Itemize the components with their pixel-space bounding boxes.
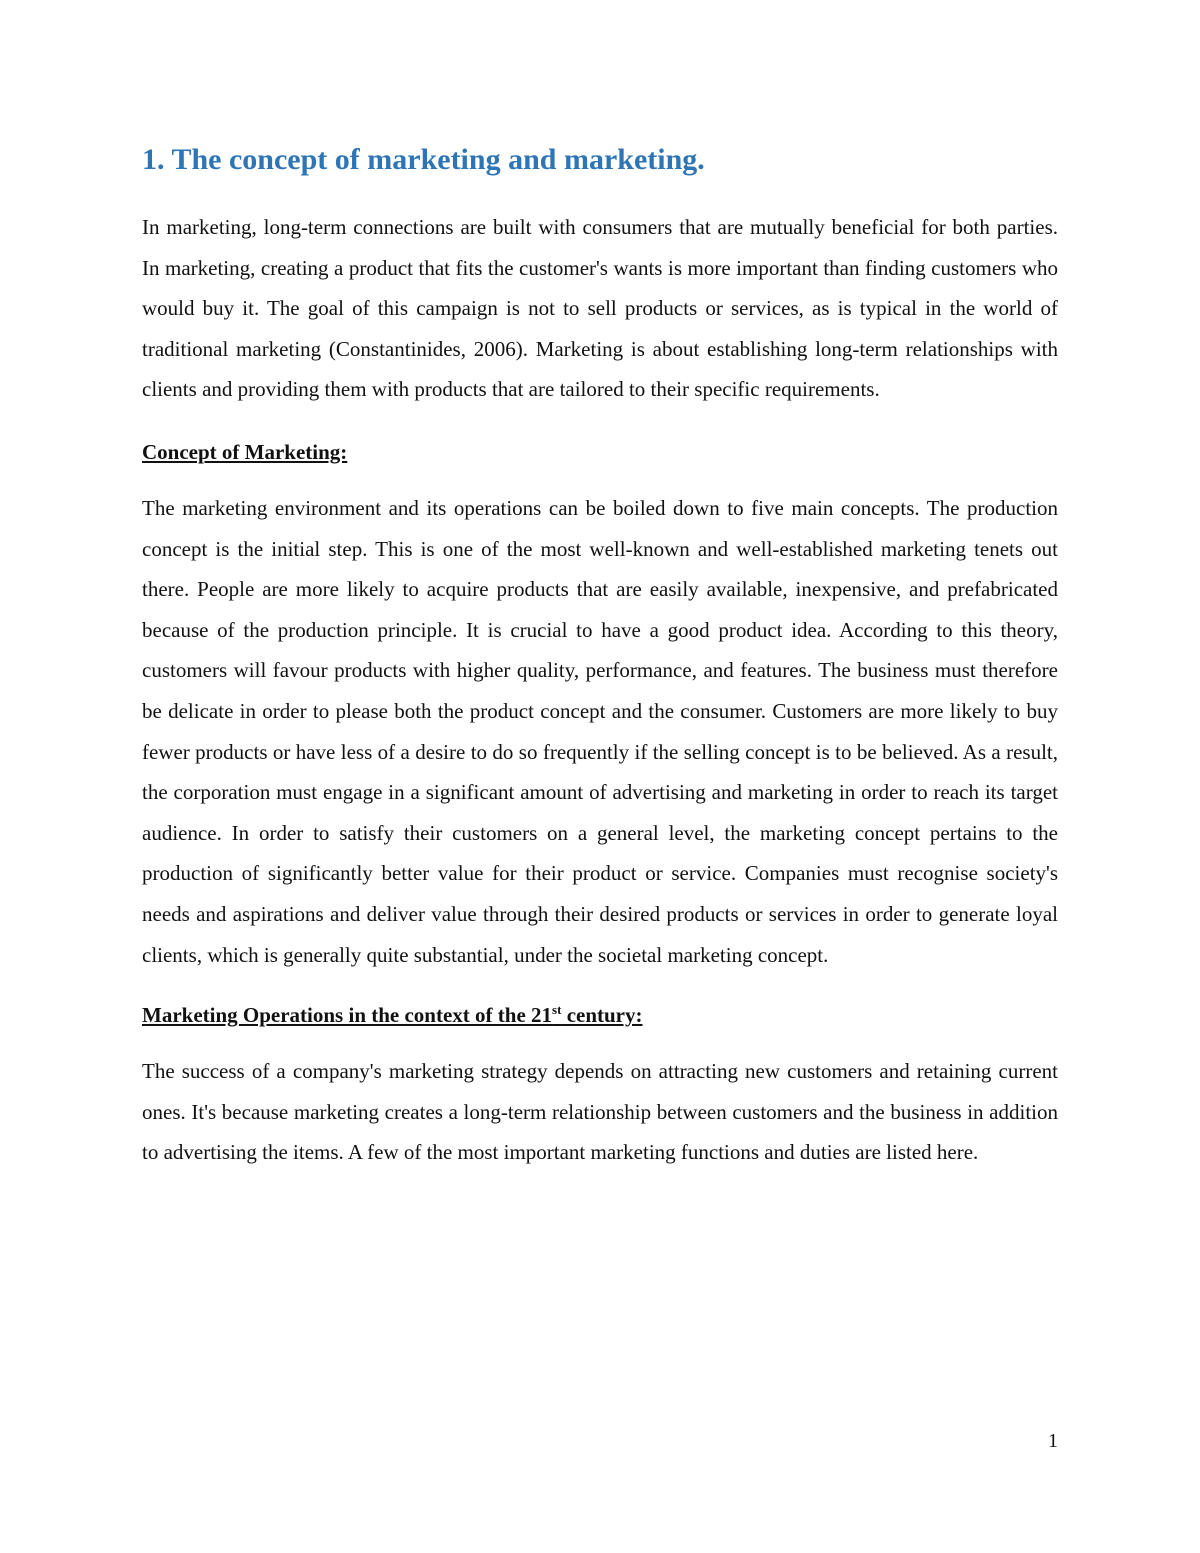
- section-heading-marketing-operations: [142, 995, 1058, 1035]
- section-heading-text: Marketing Operations in the context of the 21: [142, 1003, 553, 1028]
- section-heading-concept-of-marketing: Concept of Marketing:: [142, 439, 348, 464]
- intro-paragraph: In marketing, long-term connections are built with consumers that are mutually beneficial for both parties. In marketing, creating a product that fits the customer's wants is more important than finding customers who would buy it. The goal of this campaign is not to sell products or services, as is typical in the world of traditional marketing (Constantinides, 2006). Marketing is about establishing long-term relationships with clients and providing them with products that are tailored to their specific requirements.: [142, 215, 1058, 402]
- marketing-operations-paragraph: The success of a company's marketing strategy depends on attracting new customers and retaining current ones. It's because marketing creates a long-term relationship between customers and the business in addition to advertising the items. A few of the most important marketing functions and duties are listed here.: [142, 1059, 1058, 1165]
- section-heading-text-end: century:: [561, 1003, 643, 1028]
- concept-of-marketing-paragraph: The marketing environment and its operations can be boiled down to five main concepts. The production concept is the initial step. This is one of the most well-known and well-established marketing tenets out there. People are more likely to acquire products that are easily available, inexpensive, and prefabricated because of the production principle. It is crucial to have a good product idea. According to this theory, customers will favour products with higher quality, performance, and features. The business must therefore be delicate in order to please both the product concept and the consumer. Customers are more likely to buy fewer products or have less of a desire to do so frequently if the selling concept is to be believed. As a result, the corporation must engage in a significant amount of advertising and marketing in order to reach its target audience. In order to satisfy their customers on a general level, the marketing concept pertains to the production of significantly better value for their product or service. Companies must recognise society's needs and aspirations and deliver value through their desired products or services in order to generate loyal clients, which is generally quite substantial, under the societal marketing concept.: [142, 495, 1058, 967]
- page-title: 1. The concept of marketing and marketing.: [142, 143, 705, 176]
- page-number: 1: [1048, 1430, 1058, 1452]
- ordinal-superscript: st: [552, 1002, 562, 1018]
- page-content: [142, 138, 1058, 1173]
